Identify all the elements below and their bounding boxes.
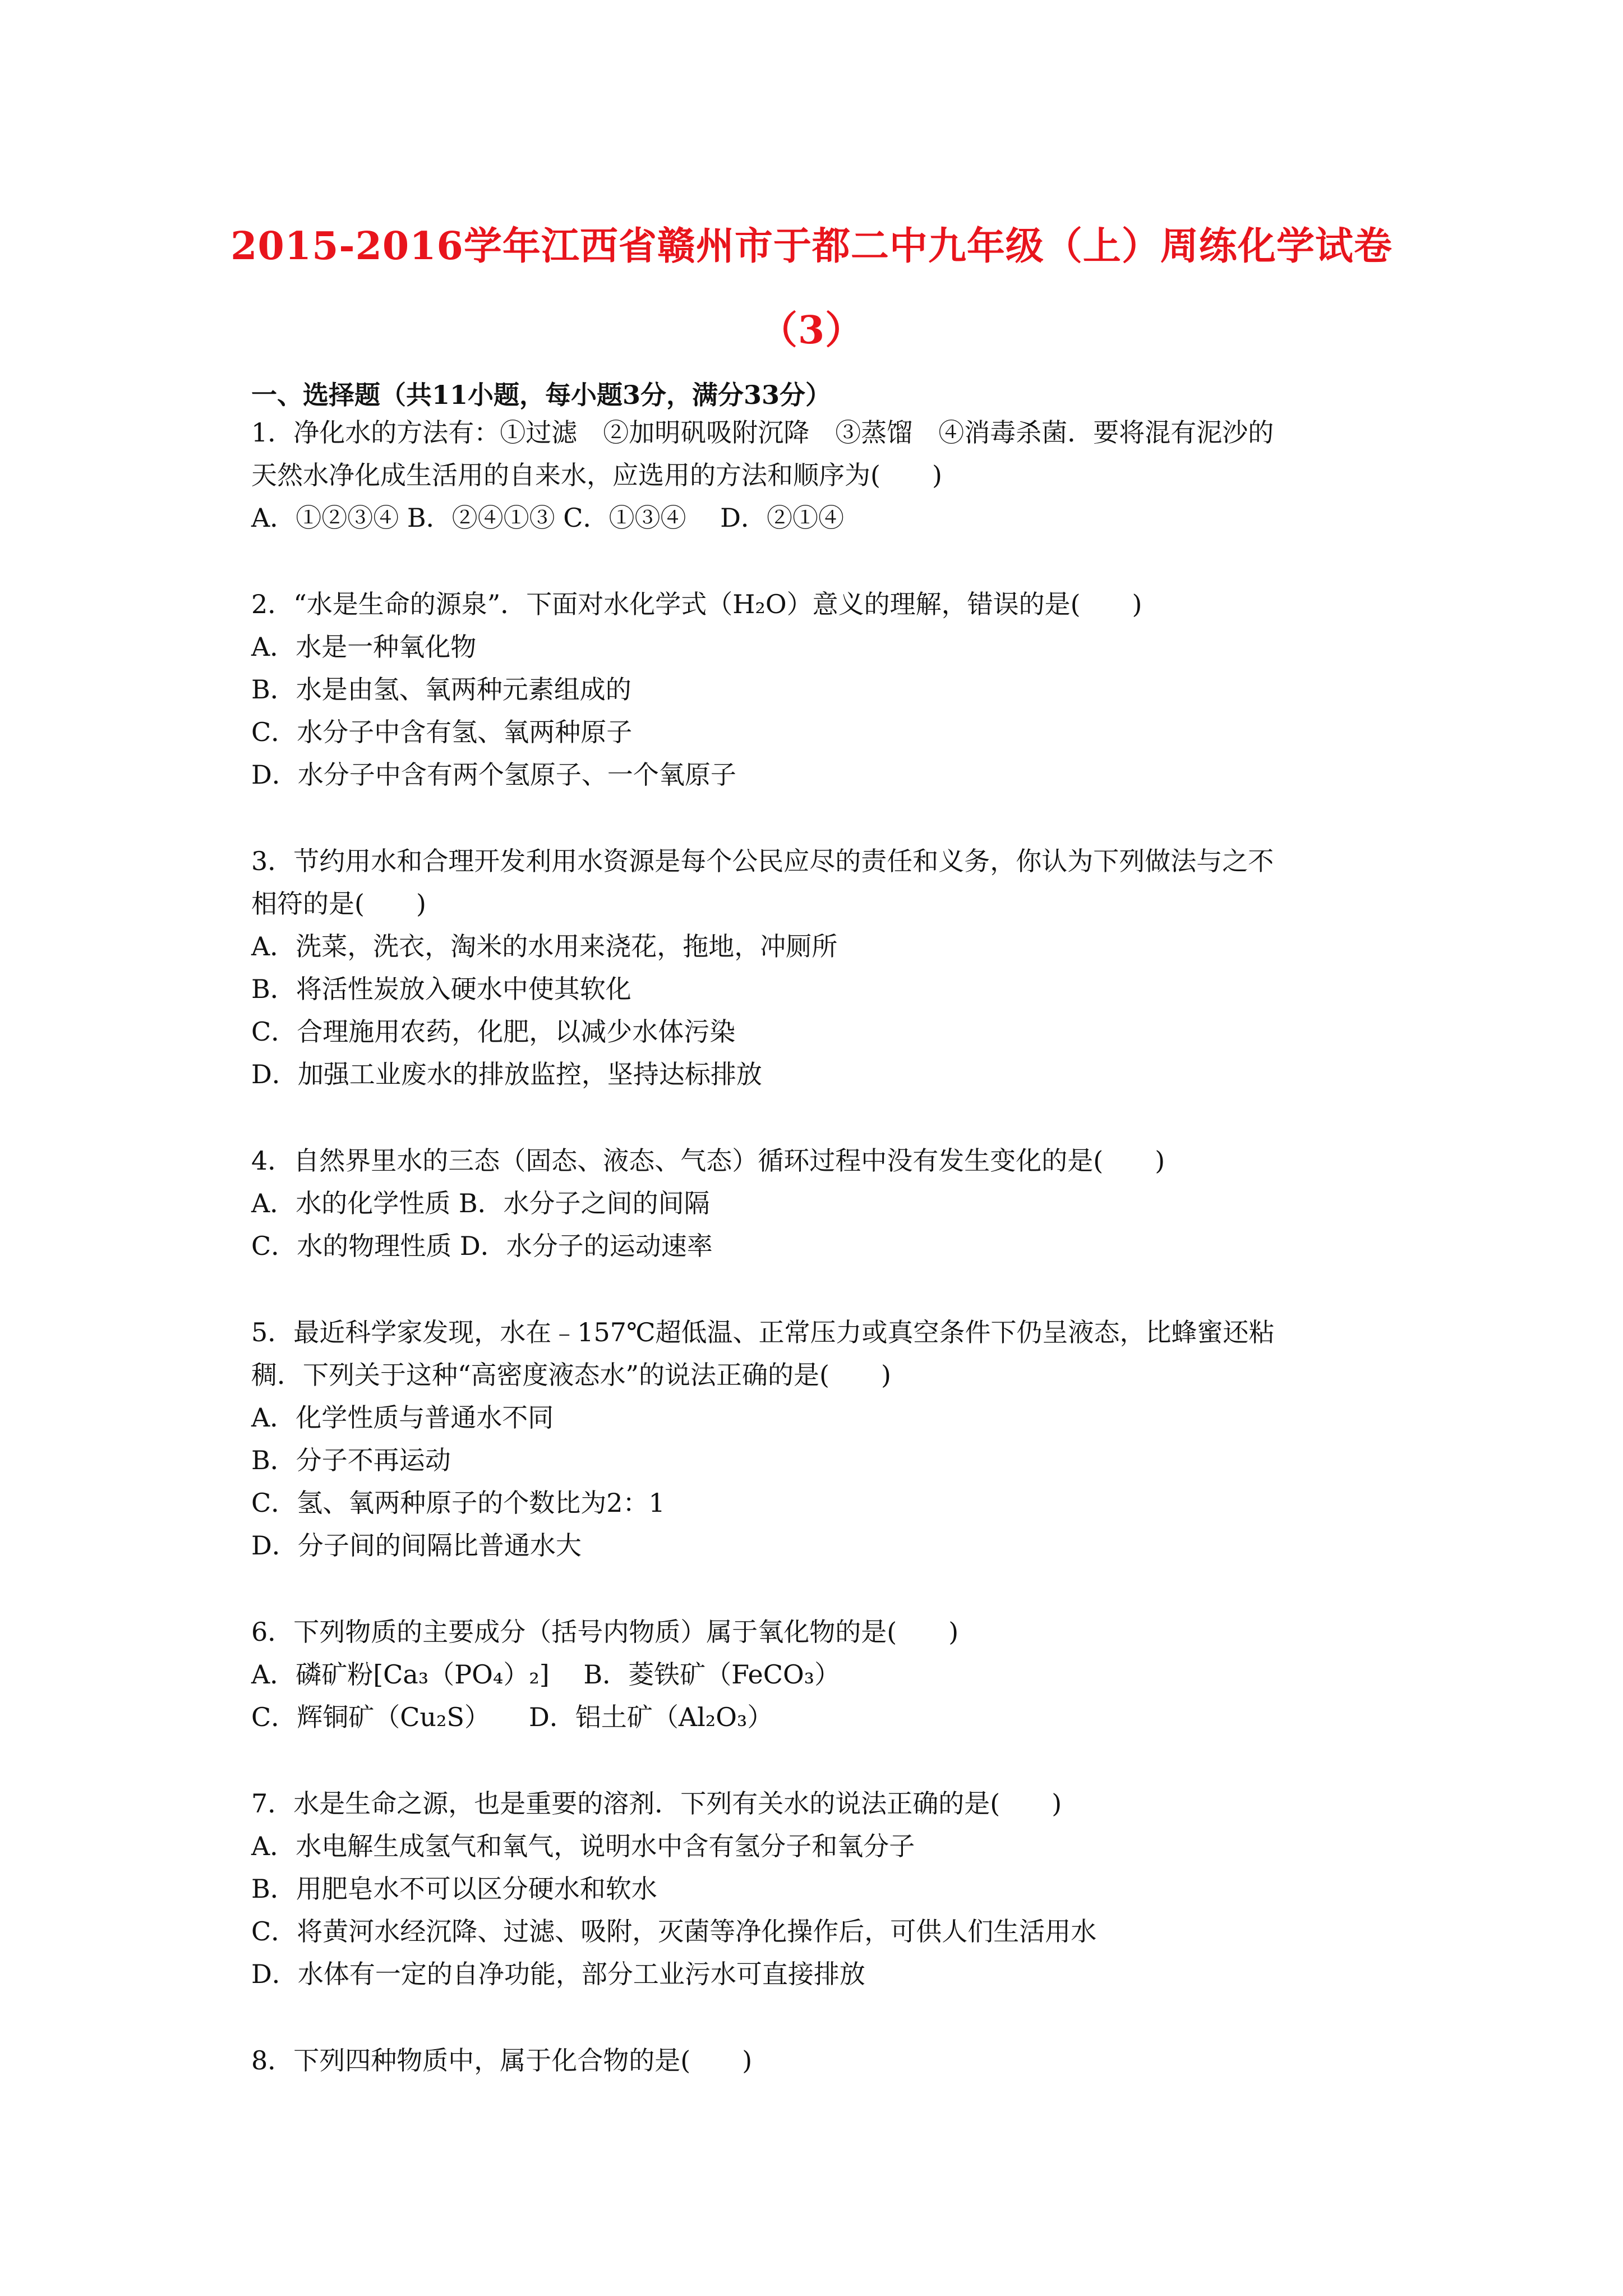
question-5-stem-line-1: 5．最近科学家发现，水在﹣157℃超低温、正常压力或真空条件下仍呈液态，比蜂蜜还粘	[251, 1317, 1275, 1347]
question-5-option-a: A．化学性质与普通水不同	[251, 1402, 554, 1433]
question-3-option-a: A．洗菜，洗衣，淘米的水用来浇花，拖地，冲厕所	[251, 931, 838, 961]
question-5-option-d: D．分子间的间隔比普通水大	[251, 1530, 582, 1561]
question-7-option-a: A．水电解生成氢气和氧气，说明水中含有氢分子和氧分子	[251, 1831, 915, 1861]
question-5-stem-line-2: 稠．下列关于这种“高密度液态水”的说法正确的是( )	[251, 1360, 891, 1390]
question-6-stem: 6．下列物质的主要成分（括号内物质）属于氧化物的是( )	[251, 1617, 959, 1647]
question-3-stem-line-2: 相符的是( )	[251, 889, 426, 919]
question-5-option-c: C．氢、氧两种原子的个数比为2：1	[251, 1488, 665, 1518]
page-title-line-2: （3）	[759, 308, 864, 353]
question-8-stem: 8．下列四种物质中，属于化合物的是( )	[251, 2045, 753, 2076]
question-4-options-line-1: A．水的化学性质 B．水分子之间的间隔	[251, 1188, 710, 1218]
question-1-stem-line-1: 1．净化水的方法有：①过滤 ②加明矾吸附沉降 ③蒸馏 ④消毒杀菌．要将混有泥沙的	[251, 417, 1274, 448]
question-7-stem: 7．水是生命之源，也是重要的溶剂．下列有关水的说法正确的是( )	[251, 1788, 1062, 1819]
question-2-option-b: B．水是由氢、氧两种元素组成的	[251, 674, 631, 705]
question-4-stem: 4．自然界里水的三态（固态、液态、气态）循环过程中没有发生变化的是( )	[251, 1145, 1165, 1176]
question-7-option-d: D．水体有一定的自净功能，部分工业污水可直接排放	[251, 1959, 865, 1989]
page-title-line-1: 2015-2016学年江西省赣州市于都二中九年级（上）周练化学试卷	[230, 224, 1393, 269]
question-6-options-line-2: C．辉铜矿（Cu₂S） D．铝土矿（Al₂O₃）	[251, 1702, 773, 1732]
question-3-stem-line-1: 3．节约用水和合理开发利用水资源是每个公民应尽的责任和义务，你认为下列做法与之不	[251, 846, 1274, 876]
question-2-option-a: A．水是一种氧化物	[251, 632, 477, 662]
question-1-options: A．①②③④ B．②④①③ C．①③④ D．②①④	[251, 503, 844, 533]
question-3-option-c: C．合理施用农药，化肥，以减少水体污染	[251, 1016, 736, 1047]
question-2-stem: 2．“水是生命的源泉”．下面对水化学式（H₂O）意义的理解，错误的是( )	[251, 589, 1142, 619]
question-1-stem-line-2: 天然水净化成生活用的自来水，应选用的方法和顺序为( )	[251, 460, 942, 490]
question-7-option-b: B．用肥皂水不可以区分硬水和软水	[251, 1874, 657, 1904]
question-2-option-d: D．水分子中含有两个氢原子、一个氧原子	[251, 760, 736, 790]
section-heading: 一、选择题（共11小题，每小题3分，满分33分）	[251, 380, 832, 410]
question-2-option-c: C．水分子中含有氢、氧两种原子	[251, 717, 633, 747]
question-3-option-d: D．加强工业废水的排放监控，坚持达标排放	[251, 1059, 762, 1089]
question-4-options-line-2: C．水的物理性质 D．水分子的运动速率	[251, 1231, 713, 1261]
question-7-option-c: C．将黄河水经沉降、过滤、吸附，灭菌等净化操作后，可供人们生活用水	[251, 1916, 1097, 1947]
question-6-options-line-1: A．磷矿粉[Ca₃（PO₄）₂] B．菱铁矿（FeCO₃）	[251, 1659, 841, 1690]
question-3-option-b: B．将活性炭放入硬水中使其软化	[251, 974, 631, 1004]
question-5-option-b: B．分子不再运动	[251, 1445, 451, 1475]
